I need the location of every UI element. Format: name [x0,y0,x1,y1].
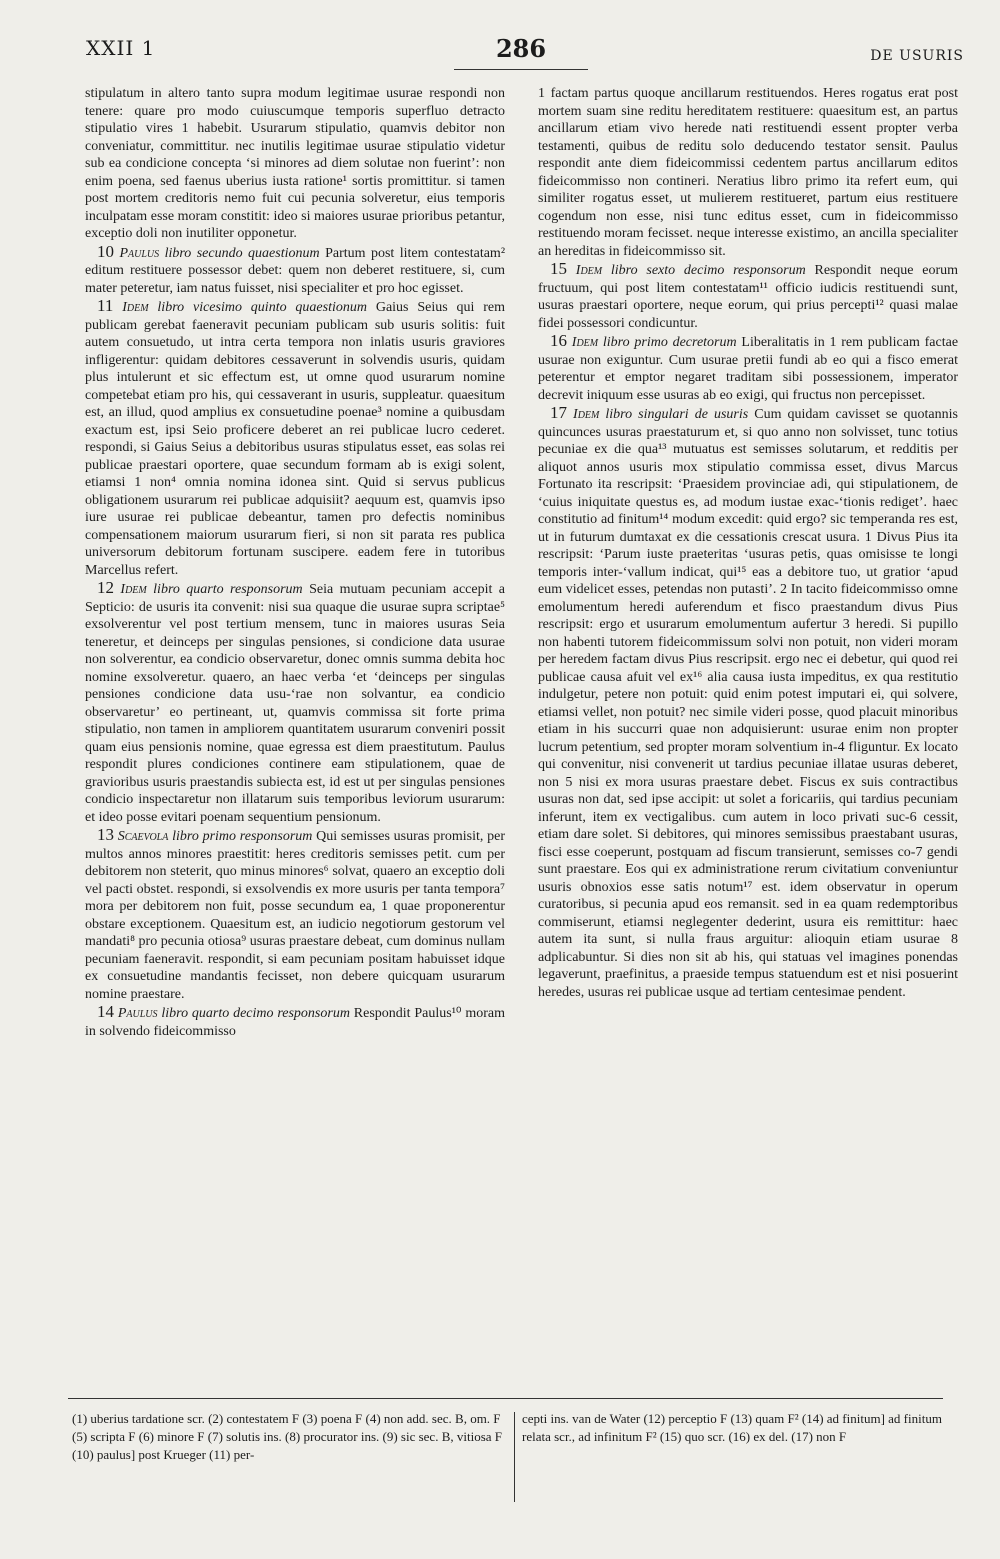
law-section [85,297,505,579]
jurist-name: Paulus [117,1006,158,1021]
law-section [538,260,958,332]
section-text: Partum post litem contestatam² editum restituere possessor debet: quem non deberet restituere, si, cum mater peteretur, iam natus fuisset, nisi specialiter et pro hoc egisset. [85,245,506,296]
right-column [538,85,958,1001]
footnotes-left: (1) uberius tardatione scr. (2) contestatem F (3) poena F (4) non add. sec. B, om. F (5) scripta F (6) minore F (7) solutis ins. (8) procurator ins. (9) sic sec. B, vitiosa F (10) paulus] post Krueger (11) per- [72,1411,503,1462]
page-number: 286 [454,34,588,70]
paragraph: stipulatum in altero tanto supra modum legitimae usurae respondi non tenere: quare pro modo cuiuscumque temporis superfluo detracto stipulatio vires 1 habebit. Usurarum stipulatio, quamvis debitor non conveniatur, committitur. nec inutilis legitimae usurae stipulatio videtur sub ea condicione concepta ‘si minores ad diem solutae non fuerint’: non enim poena, sed faenus uberius iusta ratione¹ sortis promittitur. si tamen post mortem creditoris nemo fuit cui pecunia solveretur, eius temporis inculpatam esse moram constitit: ideo si maiores usurae prioribus petantur, exceptio doli non inutiliter opponetur. [85,86,505,241]
section-text: Respondit neque eorum fructuum, qui post litem contestatam¹¹ officio iudicis restituendi sunt, usuras praestari oportere, neque eorum, qui prius percepti¹² quasi malae fidei possessori condicuntur. [538,263,959,331]
section-text: Seia mutuam pecuniam accepit a Septicio: de usuris ita convenit: nisi sua quaque die usurae supra scriptae⁵ exsolverentur vel post tertium mensem, tunc in maiores usuras Seia teneretur, et deinceps per singulas pensiones, si condicione data usurae non solverentur, ea condicio observaretur, donec omnis summa debita hoc nomine exsolveretur. quaero, an haec verba ‘et ‘deinceps per singulas pensiones condicione data usu-‘rae non solvantur, ea condicio observaretur’ eo pertineant, ut, quamvis commissa sit forte prima stipulatio, non tamen in ampliorem quantitatem usurarum conveniri possit quam eius pensionis nomine, quae egressa est diem praestitutum. Paulus respondit plures condiciones continere eam stipulationem, quae de gravioribus usuris praestandis subiecta est, id est ut per singulas pensiones condicio inspectaretur non illatarum suis temporibus leviorum usurarum: et ideo posse evitari poenam sequentium pensionum. [85,582,506,825]
law-section [538,404,958,1001]
law-section [85,579,505,826]
footnotes-right: cepti ins. van de Water (12) perceptio F (13) quam F² (14) ad finitum] ad finitum relata scr., ad infinitum F² (15) quo scr. (16) ex del. (17) non F [522,1411,942,1444]
work-inscription: libro vicesimo quinto quaestionum [157,300,367,315]
law-section [85,243,505,298]
book-title-reference: XXII 1 [86,36,156,60]
paragraph: 1 factam partus quoque ancillarum restituendos. Heres rogatus erat post mortem suam sine reditu hereditatem restituere: quaesitum est, an partus ancillarum etiam vivo herede nati restituendi essent propter verba testamenti, quibus de reditu solo deducendo testator sensit. Paulus respondit ante diem fideicommissi cedentem partus ancillarum editos fideicommisso non contineri. Neratius libro primo ita refert eum, qui similiter rogatus esset, ut mulierem restitueret, partum eius restituere cogendum non esse, nisi tunc editus esset, cum in fideicommisso restituendo moram fecisset. neque interesse existimo, an ancilla specialiter an hereditas in fideicommisso sit. [538,86,958,259]
section-number: 12 [97,578,114,597]
section-number: 11 [97,296,114,315]
law-section [85,1003,505,1040]
work-inscription: libro primo decretorum [602,335,737,350]
work-inscription: libro quarto decimo responsorum [161,1006,350,1021]
section-text: Gaius Seius qui rem publicam gerebat faeneravit pecuniam publicam sub usuris solitis: fuit autem consuetudo, ut intra certa tempora non inlatis usuris graviores infligerentur: quidam debitores cessaverunt in solvendis usuris, quidam plus intulerunt et sic effectum est, ut omne quod usurarum nomine competebat etiam pro his, qui cessaverant in usuris, suppleatur. quaesitum est, an illud, quod amplius ex consuetudine poenae³ nomine a quibusdam exactum est, ipsi Seio proficere deberet an rei publicae lucro cederet. respondi, si Gaius Seius a debitoribus usuras stipulatus esset, eas solas rei publicae praestari oportere, quae secundum formam ab is exigi solent, etiamsi 1 non⁴ omnia nomina idonea sint. Quid si servus publicus obligationem usurarum rei publicae adquisiit? aequum est, quamvis ipso iure usurae rei publicae debeantur, tamen pro defectis nominibus compensationem maiorum usurarum fieri, si non sit parata res publica universorum debitorum fortunam suscipere. eadem fere in tutoribus Marcellus refert. [85,300,506,578]
running-title: DE USURIS [870,48,964,64]
work-inscription: libro singulari de usuris [605,407,749,422]
work-inscription: libro primo responsorum [172,829,313,844]
work-inscription: libro secundo quaestionum [164,245,320,261]
section-text: Liberalitatis in 1 rem publicam factae usurae non exiguntur. Cum usurae pretii fundi ab eo qui a fisco emerat peterentur et emptor negaret traditam sibi possessionem, imperator decrevit iniquum esse usuras ab eo exigi, qui fructus non percepisset. [538,335,959,403]
footnote-column-divider [514,1412,515,1502]
jurist-name: Idem [120,582,147,597]
jurist-name: Scaevola [117,829,169,844]
page-header [78,30,964,70]
section-text: Respondit Paulus¹⁰ moram in solvendo fideicommisso [85,1006,506,1039]
footnote-divider [68,1398,943,1399]
section-text: Cum quidam cavisset se quotannis quincunces usuras praestaturum et, si quo anno non solvisset, tunc totius pecuniae ex die qua¹³ mutuatus est semisses solutarum, et redditis per aliquot annos usuris mox stipulatio commissa esset, divus Marcus Fortunato ita rescripsit: ‘Praesidem provinciae adi, qui stipulationem, de ‘cuius iniquitate questus es, ad modum iustae exac-‘tionis rediget’. haec constitutio ad finitum¹⁴ modum excedit: quid ergo? sic temperanda res est, ut in futurum dumtaxat ex die cessationis crescat usura. 1 Divus Pius ita rescripsit: ‘Parum iuste praeteritas ‘usuras petis, quas omisisse te longi temporis inter-‘vallum indicat, qui¹⁵ eas a debitore tuo, ut gratior ‘apud eum videlicet esses, petendas non putasti’. 2 In tacito fideicommisso omne emolumentum heredi auferendum et fisco praestandum divus Pius rescripsit: ergo et usurarum emolumentum aufertur 3 heredi. Si pupillo non habenti tutorem fideicommissum solvi non potuit, non videri moram per heredem factam divus Pius rescripsit. ergo nec ei debetur, qui quod rei publicae causa afuit vel ex¹⁶ alia causa iusta impeditus, ex qua restitutio indulgetur, petere non potuit: quid enim potest imputari ei, qui solvere, etiamsi vellet, non potuit? nec simile videri posse, quod placuit minoribus etiam in his succurri quae non adquisierunt: usurae enim non propter lucrum petentium, sed propter moram solventium in-4 fliguntur. Ex locato qui convenitur, nisi convenerit ut tardius pecuniae illatae usuras deberet, non 5 nisi ex mora usuras praestare debet. Fiscus ex suis contractibus usuras non dat, sed ipse accipit: ut solet a foricariis, qui tardius pecuniam inferunt, item ex vectigalibus. cum autem in loco privati suc-6 cessit, etiam dare solet. Si debitores, qui minores semissibus praestabant usuras, fisci esse coeperunt, postquam ad fiscum transierunt, semisses co-7 gendi sunt praestare. Eos qui ex administratione rerum civitatium conveniuntur usuris obnoxios esse satis notum¹⁷ est. idem observatur in operum curatoribus, si pecunia apud eos remansit. sed in ea quam redemptoribus commiserunt, etiamsi neglegenter dederint, usura eis remittitur: haec autem ita sunt, si nulla fraus arguitur: alioquin etiam usurae 8 adplicabuntur. Si dies non sit ab his, qui statuas vel imagines ponendas legaverunt, praefinitus, a praeside tempus statuendum est et nisi posuerint heredes, usuras rei publicae usque ad tertiam centesimae pendent. [538,407,958,1000]
jurist-name: Paulus [119,245,160,261]
section-number: 15 [550,259,567,278]
left-column [85,85,505,1040]
jurist-name: Idem [573,407,600,422]
law-section [538,332,958,404]
law-section [85,826,505,1003]
section-number: 16 [550,331,567,350]
section-number: 10 [97,241,114,261]
jurist-name: Idem [122,300,149,315]
work-inscription: libro quarto responsorum [153,582,303,597]
section-text: Qui semisses usuras promisit, per multos annos minores praestitit: heres creditoris semisses petit. cum per debitorem non steterit, quo minus minores⁶ solvat, quaero an exceptio doli vel pacti obstet. respondi, si exsolvendis ex more usuris per tanta tempora⁷ mora per debitorem non fuit, posse secundum ea, 1 quae proponerentur obstare exceptionem. Quaesitum est, an iudicio negotiorum gestorum vel mandati⁸ pro pecunia otiosa⁹ usuras praestare debeat, cum dominus nullam pecuniam faeneravit. respondit, si eam pecuniam positam habuisset idque ex consuetudine mandantis fecisset, non debere quicquam usurarum nomine praestare. [85,829,506,1002]
section-number: 13 [97,825,114,844]
jurist-name: Idem [575,263,603,278]
jurist-name: Idem [571,335,599,350]
work-inscription: libro sexto decimo responsorum [610,263,806,278]
section-number: 14 [97,1002,114,1021]
section-number: 17 [550,403,567,422]
